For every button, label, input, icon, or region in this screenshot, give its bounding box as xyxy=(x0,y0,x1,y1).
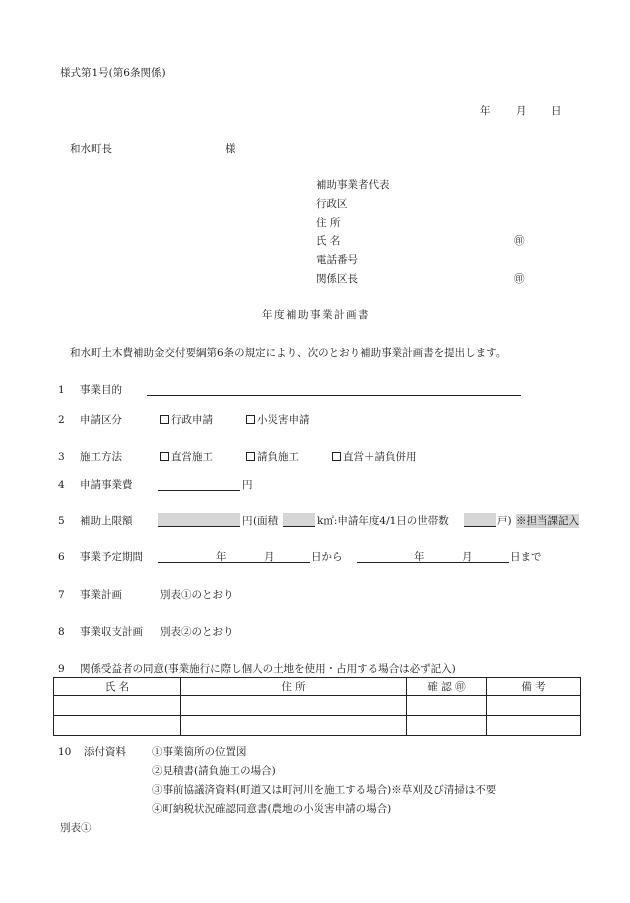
period-to: 日まで xyxy=(510,551,542,563)
category-option-administrative[interactable]: 行政申請 xyxy=(160,413,213,427)
cost-unit: 円 xyxy=(242,479,253,491)
consent-table xyxy=(53,677,581,736)
period-from: 日から xyxy=(311,551,343,563)
item-method-label: 施工方法 xyxy=(80,451,122,463)
intro-text: 和水町土木費補助金交付要綱第6条の規定により、次のとおり補助事業計画書を提出します。 xyxy=(70,347,507,359)
attachment-item: ③事前協議済資料(町道又は町河川を施工する場合)※草刈及び清掃は不要 xyxy=(152,784,497,796)
applicant-phone: 電話番号 xyxy=(316,254,358,266)
period-end-line[interactable] xyxy=(357,550,509,563)
attachment-item: ②見積書(請負施工の場合) xyxy=(152,765,276,777)
applicant-representative: 補助事業者代表 xyxy=(316,179,390,191)
period-start-year: 年 xyxy=(216,551,227,563)
applicant-district-head: 関係区長 xyxy=(316,273,358,285)
header-remarks: 備 考 xyxy=(487,678,581,696)
method-option-combined[interactable]: 直営＋請負併用 xyxy=(332,450,417,464)
checkbox-icon[interactable] xyxy=(160,415,169,424)
cell-confirm[interactable] xyxy=(407,716,487,736)
item-category-number: 2 xyxy=(58,414,65,426)
table-row xyxy=(54,716,581,736)
item-limit-number: 5 xyxy=(58,515,65,527)
date-month: 月 xyxy=(516,105,527,117)
period-start-line[interactable] xyxy=(158,550,310,563)
household-input-line[interactable] xyxy=(464,513,496,527)
date-year: 年 xyxy=(480,105,491,117)
checkbox-icon[interactable] xyxy=(332,452,341,461)
cell-address[interactable] xyxy=(181,716,407,736)
applicant-address: 住 所 xyxy=(316,217,341,229)
item-budget-label: 事業収支計画 xyxy=(80,626,143,638)
item-purpose-label: 事業目的 xyxy=(80,384,122,396)
district-head-seal-icon: ㊞ xyxy=(514,273,525,285)
cell-name[interactable] xyxy=(54,716,181,736)
addressee-honorific: 様 xyxy=(225,143,236,155)
consent-table-header xyxy=(54,678,581,696)
item-budget-number: 8 xyxy=(58,626,65,638)
period-start-month: 月 xyxy=(264,551,275,563)
name-seal-icon: ㊞ xyxy=(514,235,525,247)
item-cost-label: 申請事業費 xyxy=(80,479,133,491)
cell-remarks[interactable] xyxy=(487,716,581,736)
limit-input-line[interactable] xyxy=(158,513,240,527)
limit-area-unit: k㎡:申請年度4/1日の世帯数 xyxy=(317,515,449,527)
item-period-number: 6 xyxy=(58,551,65,563)
checkbox-icon[interactable] xyxy=(246,415,255,424)
item-category-label: 申請区分 xyxy=(80,414,122,426)
applicant-district: 行政区 xyxy=(316,198,348,210)
date-day: 日 xyxy=(551,105,562,117)
item-plan-value: 別表①のとおり xyxy=(160,589,234,601)
period-end-year: 年 xyxy=(414,551,425,563)
method-option-contract[interactable]: 請負施工 xyxy=(246,450,299,464)
cell-name[interactable] xyxy=(54,696,181,716)
checkbox-icon[interactable] xyxy=(160,452,169,461)
limit-office-note: ※担当課記入 xyxy=(516,515,579,527)
item-period-label: 事業予定期間 xyxy=(80,551,143,563)
limit-area-prefix: (面積 xyxy=(253,515,279,527)
cell-remarks[interactable] xyxy=(487,696,581,716)
item-cost-number: 4 xyxy=(58,479,65,491)
item-consent-label: 関係受益者の同意(事業施行に際し個人の土地を使用・占用する場合は必ず記入) xyxy=(80,663,456,675)
area-input-line[interactable] xyxy=(283,513,315,527)
limit-household-suffix: 戸) xyxy=(497,515,512,527)
item-method-number: 3 xyxy=(58,451,65,463)
attachments-number: 10 xyxy=(58,746,72,758)
document-title: 年度補助事業計画書 xyxy=(262,309,370,321)
item-plan-label: 事業計画 xyxy=(80,589,122,601)
header-address: 住 所 xyxy=(181,678,407,696)
cost-input-line[interactable] xyxy=(158,478,240,491)
addressee-name: 和水町長 xyxy=(70,143,112,155)
category-option-minor-disaster[interactable]: 小災害申請 xyxy=(246,413,310,427)
period-end-month: 月 xyxy=(462,551,473,563)
purpose-input-line[interactable] xyxy=(147,383,521,396)
header-name: 氏 名 xyxy=(54,678,181,696)
cell-confirm[interactable] xyxy=(407,696,487,716)
item-consent-number: 9 xyxy=(58,663,65,675)
form-number: 様式第1号(第6条関係) xyxy=(60,67,166,79)
method-option-direct[interactable]: 直営施工 xyxy=(160,450,213,464)
limit-unit: 円 xyxy=(242,515,253,527)
checkbox-icon[interactable] xyxy=(246,452,255,461)
item-limit-label: 補助上限額 xyxy=(80,515,133,527)
item-budget-value: 別表②のとおり xyxy=(160,626,234,638)
header-confirm: 確 認 ㊞ xyxy=(407,678,487,696)
attachment-item: ①事業箇所の位置図 xyxy=(152,746,247,758)
cell-address[interactable] xyxy=(181,696,407,716)
attachments-label: 添付資料 xyxy=(84,746,126,758)
table-row xyxy=(54,696,581,716)
item-plan-number: 7 xyxy=(58,589,65,601)
item-purpose-number: 1 xyxy=(58,384,65,396)
applicant-name: 氏 名 xyxy=(316,235,341,247)
appendix-label: 別表① xyxy=(60,822,92,834)
attachment-item: ④町納税状況確認同意書(農地の小災害申請の場合) xyxy=(152,803,392,815)
